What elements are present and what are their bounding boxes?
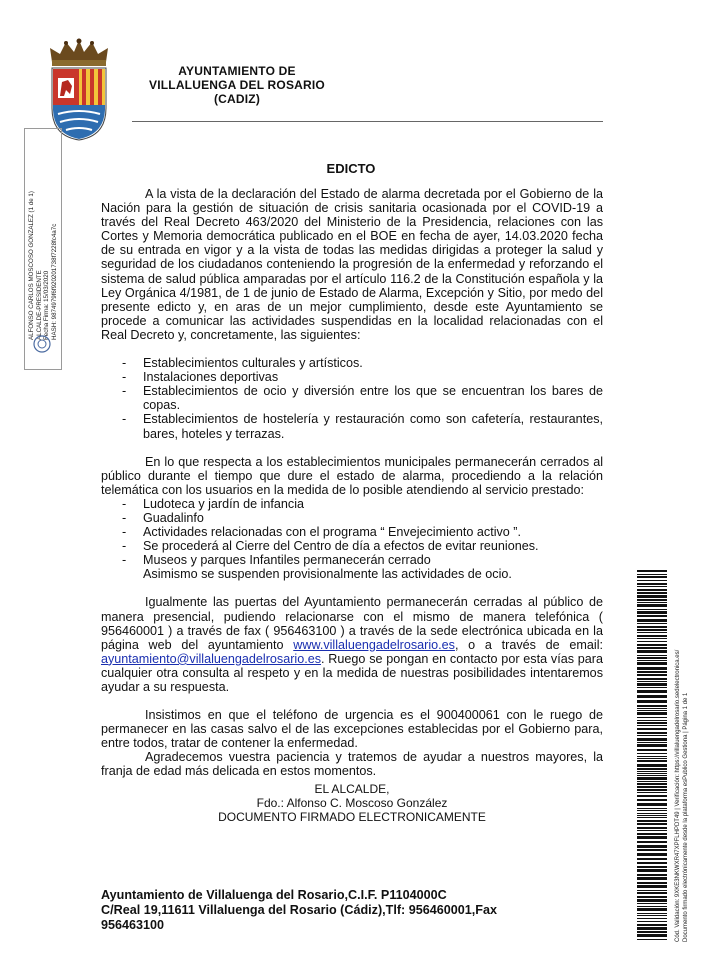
barcode-bar [637,760,667,762]
stamp-hash: HASH: 9874979f6f920201738f7228fc4a7c [50,223,58,340]
barcode-bar [637,903,667,904]
footer-line-3: 956463100 [101,918,165,932]
barcode-bar [637,921,667,922]
barcode-bar [637,939,667,940]
barcode-bar [637,683,667,686]
barcode-bar [637,749,667,751]
barcode-bar [637,695,667,698]
contact-paragraph [101,595,603,694]
barcode-bar [637,626,667,628]
barcode-bar [637,908,667,911]
barcode-bar [637,882,667,884]
barcode-bar [637,808,667,809]
barcode-bar [637,810,667,811]
barcode-bar [637,657,667,659]
barcode-bar [637,705,667,707]
signature-name: Fdo.: Alfonso C. Moscoso González [256,796,448,810]
barcode-bar [637,732,667,734]
validation-code-text [675,572,690,942]
intro-paragraph: A la vista de la declaración del Estado de alarma decretada por el Gobierno de la Nación para la gestión de situación de crisis sanitaria ocasionada por el COVID-19 a través del Real Decreto 463/2020 del Ministerio de la Presidencia, relaciones con las Cortes y Memoria democrática publicado en el BOE en fecha de ayer, 14.03.2020 fecha de su entrada en vigor y a la vista de todas las medidas dirigidas a proteger la salud y seguridad de los ciudadanos conteniendo la progresión de la enfermedad y reforzando el sistema de salud pública amparadas por el artículo 116.2 de la Constitución española y la Ley Orgánica 4/1981, de 1 de junio de Estado de Alarma, Excepción y Sitio, por medo del presente edicto y, en aras de un mejor cumplimiento, desde este Ayuntamiento se procede a comunicar las actividades suspendidas en la localidad relacionadas con el Real Decreto y, concretamente, las siguientes: [101,187,603,342]
barcode-bar [637,817,667,818]
barcode-bar [637,795,667,797]
barcode-bar [637,720,667,721]
barcode-bar [637,635,667,637]
barcode-bar [637,667,667,670]
barcode-bar [637,827,667,829]
barcode-bar [637,753,667,754]
barcode-bar [637,858,667,860]
barcode-bar [637,623,667,624]
stamp-date: Fecha Firma: 15/03/2020 [43,270,50,340]
barcode-bar [637,722,667,724]
barcode-bar [637,877,667,880]
barcode-bar [637,775,667,776]
barcode-bar [637,792,667,793]
barcode-bar [637,813,667,814]
barcode-bar [637,915,667,916]
list-item: - Museos y parques Infantiles permanecerán cerrado [101,553,603,567]
barcode-bar [637,681,667,682]
barcode-bar [637,918,667,919]
website-link[interactable]: www.villaluengadelrosario.es [293,637,455,652]
barcode-bar [637,728,667,730]
barcode-bar [637,735,667,736]
org-line-3: (CADIZ) [213,92,261,106]
barcode-bar [637,771,667,772]
barcode-bar [637,931,667,933]
barcode-bar [637,580,667,581]
barcode-icon [637,570,667,940]
barcode-bar [637,833,667,835]
barcode-bar [637,803,667,806]
list-item: - Se procederá al Cierre del Centro de día a efectos de evitar reuniones. [101,539,603,553]
barcode-bar [637,700,667,703]
barcode-bar [637,849,667,851]
barcode-bar [637,892,667,894]
thanks-paragraph: Agradecemos vuestra paciencia y tratemos de ayudar a nuestros mayores, la franja de edad más delicada en estos momentos. [101,750,603,779]
stamp-role: ALCALDE-PRESIDENTE [35,270,43,340]
signature-note: DOCUMENTO FIRMADO ELECTRONICAMENTE [218,810,486,824]
barcode-bar [637,866,667,868]
barcode-bar [637,589,667,591]
barcode-bar [637,890,667,891]
barcode-bar [637,862,667,864]
barcode-bar [637,632,667,633]
barcode-bar [637,777,667,780]
barcode-bar [637,611,667,614]
barcode-bar [637,783,667,785]
emergency-paragraph: Insistimos en que el teléfono de urgencia es el 900400061 con le ruego de permanecer en las casas salvo el de las excepciones establecidas por el Gobierno para, entre todos, tratar de contener la enfermedad. [101,708,603,751]
stamp-signer: ALFONSO CARLOS MOSCOSO GONZALEZ (1 de 1) [28,191,35,340]
barcode-bar [637,595,667,598]
barcode-bar [637,629,667,631]
barcode-bar [637,717,667,718]
org-line-1: AYUNTAMIENTO DE [178,64,296,78]
suspended-activities-list [101,356,603,441]
barcode-bar [637,768,667,770]
barcode-bar [637,899,667,902]
barcode-bar [637,773,667,774]
list-item: - Establecimientos de ocio y diversión entre los que se encuentran los bares de copas. [101,384,603,412]
barcode-bar [637,836,667,839]
barcode-bar [637,906,667,907]
barcode-bar [637,758,667,759]
barcode-bar [637,756,667,757]
barcode-bar [637,738,667,741]
barcode-bar [637,574,667,575]
org-line-2: VILLALUENGA DEL ROSARIO [149,78,325,92]
barcode-bar [637,927,667,930]
barcode-bar [637,655,667,656]
list-item: - Establecimientos de hostelería y restauración como son cafetería, restaurantes, bares, hoteles y terrazas. [101,412,603,440]
barcode-bar [637,641,667,642]
contact-text-b: , o a través de email: [454,637,603,652]
barcode-bar [637,619,667,622]
barcode-bar [637,602,667,603]
barcode-bar [637,712,667,715]
barcode-bar [637,576,667,578]
barcode-bar [637,583,667,585]
barcode-bar [637,647,667,649]
signature-stamp-text [28,120,58,340]
barcode-bar [637,764,667,767]
barcode-bar [637,896,667,898]
list-item: - Ludoteca y jardín de infancia [101,497,603,511]
barcode-bar [637,830,667,831]
barcode-bar [637,687,667,688]
barcode-bar [637,650,667,653]
barcode-bar [637,885,667,888]
barcode-bar [637,742,667,743]
leisure-note: Asimismo se suspenden provisionalmente las actividades de ocio. [143,567,512,582]
list-item: - Instalaciones deportivas [101,370,603,384]
email-link[interactable]: ayuntamiento@villaluengadelrosario.es [101,651,322,666]
list-item: - Actividades relacionadas con el programa “ Envejecimiento activo ”. [101,525,603,539]
barcode-bar [637,789,667,791]
barcode-bar [637,615,667,617]
contact-text-a: Igualmente las puertas del Ayuntamiento permanecerán cerradas al público de manera presencial, pudiendo relacionarse con el mismo de manera telefónica ( 956460001 ) a través de fax ( 956463100 ) a través de la sede electrónica ubicada en la página web del ayuntamiento [101,595,603,652]
barcode-bar [637,799,667,801]
document-body [101,187,603,779]
barcode-bar [637,690,667,693]
barcode-bar [637,823,667,825]
barcode-bar [637,744,667,747]
barcode-bar [637,609,667,610]
document-title: EDICTO [326,161,376,176]
municipal-facilities-paragraph: En lo que respecta a los establecimientos municipales permanecerán cerrados al público durante el tiempo que dure el estado de alarma, procediendo a la relación telemática con los usuarios en la medida de lo posible atendiendo al servicio prestado: [101,454,603,497]
barcode-bar [637,786,667,788]
barcode-bar [637,662,667,665]
barcode-bar [637,874,667,876]
header-divider [132,121,603,122]
barcode-bar [637,708,667,709]
validation-code-line: Cód. Validación: 9XKE3NKWXR47XPFLHPDT49 | Verificación: https://villaluengadelrosario.sedelectronica.es/ [675,649,681,942]
barcode-bar [637,815,667,816]
barcode-bar [637,674,667,676]
footer-address [101,888,561,933]
organization-name [132,64,342,106]
footer-line-2: C/Real 19,11611 Villaluenga del Rosario (Cádiz),Tlf: 956460001,Fax [101,903,497,917]
barcode-bar [637,781,667,782]
barcode-bar [637,710,667,711]
barcode-bar [637,660,667,661]
signature-title: EL ALCALDE, [314,782,390,796]
barcode-bar [637,586,667,587]
barcode-bar [637,638,667,639]
barcode-bar [637,924,667,926]
barcode-bar [637,599,667,601]
platform-line: Documento firmado electrónicamente desde la plataforma esPublico Gestiona | Página 1 de 1 [682,692,689,942]
barcode-bar [637,678,667,680]
barcode-bar [637,913,667,914]
barcode-bar [637,671,667,673]
list-item: - Establecimientos culturales y artísticos. [101,356,603,370]
barcode-bar [637,841,667,843]
signature-block [197,782,507,824]
list-item: - Guadalinfo [101,511,603,525]
barcode-bar [637,869,667,872]
seal-icon [32,334,52,354]
footer-line-1: Ayuntamiento de Villaluenga del Rosario,C.I.F. P1104000C [101,888,447,902]
municipal-facilities-list [101,497,603,567]
barcode-bar [637,570,667,572]
barcode-bar [637,604,667,607]
barcode-bar [637,845,667,848]
contact-text-c: . Ruego se pongan en contacto por esta vías para cualquier otra consulta al respeto y en la medida de nuestras posibilidades intentaremos ayudar a su respuesta. [101,651,603,694]
barcode-bar [637,592,667,594]
barcode-bar [637,853,667,856]
barcode-bar [637,644,667,646]
barcode-bar [637,725,667,726]
barcode-bar [637,820,667,822]
barcode-bar [637,934,667,937]
